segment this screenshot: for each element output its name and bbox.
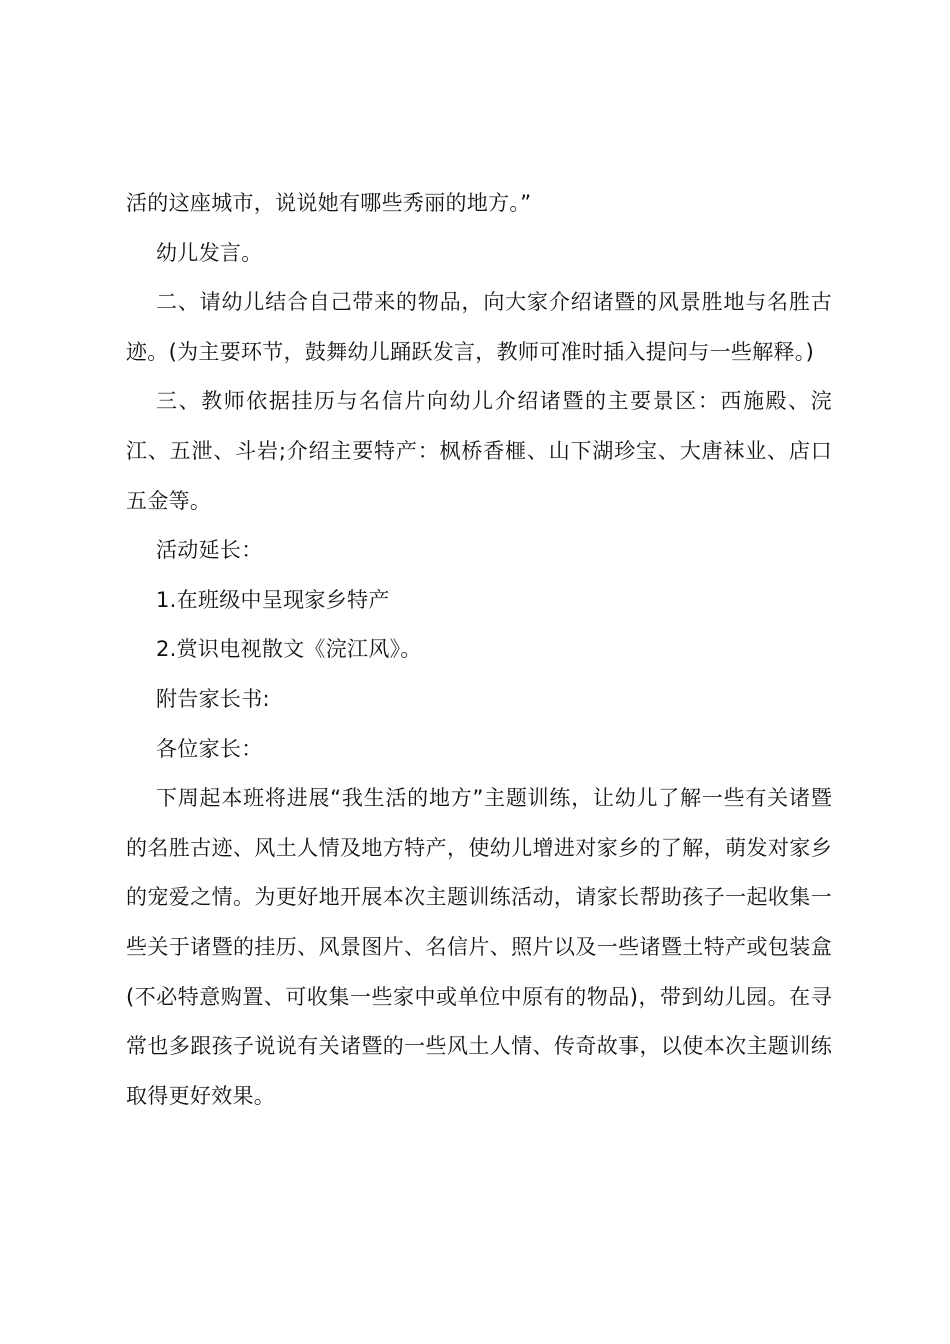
document-body (126, 179, 832, 1121)
list-item-2: 2.赏识电视散文《浣江风》。 (156, 637, 422, 662)
paragraph-salutation: 各位家长： (156, 736, 263, 761)
paragraph-continuation: 活的这座城市，说说她有哪些秀丽的地方。” (126, 191, 532, 215)
paragraph-step-three: 三、教师依据挂历与名信片向幼儿介绍诸暨的主要景区：西施殿、浣江、五泄、斗岩;介绍主要特产：枫桥香榧、山下湖珍宝、大唐袜业、店口五金等。 (126, 389, 832, 513)
paragraph-activity-extension: 活动延长： (156, 538, 263, 563)
paragraph-step-two: 二、请幼儿结合自己带来的物品，向大家介绍诸暨的风景胜地与名胜古迹。(为主要环节，鼓舞幼儿踊跃发言，教师可准时插入提问与一些解释。) (126, 290, 832, 364)
paragraph-parent-letter-heading: 附告家长书: (156, 686, 270, 711)
paragraph-letter-body: 下周起本班将进展“我生活的地方”主题训练，让幼儿了解一些有关诸暨的名胜古迹、风土人情及地方特产，使幼儿增进对家乡的了解，萌发对家乡的宠爱之情。为更好地开展本次主题训练活动，请家长帮助孩子一起收集一些关于诸暨的挂历、风景图片、名信片、照片以及一些诸暨土特产或包装盒(不必特意购置、可收集一些家中或单位中原有的物品)，带到幼儿园。在寻常也多跟孩子说说有关诸暨的一些风土人情、传奇故事，以使本次主题训练取得更好效果。 (126, 786, 832, 1108)
paragraph-child-speaking: 幼儿发言。 (156, 240, 263, 265)
list-item-1: 1.在班级中呈现家乡特产 (156, 587, 390, 612)
